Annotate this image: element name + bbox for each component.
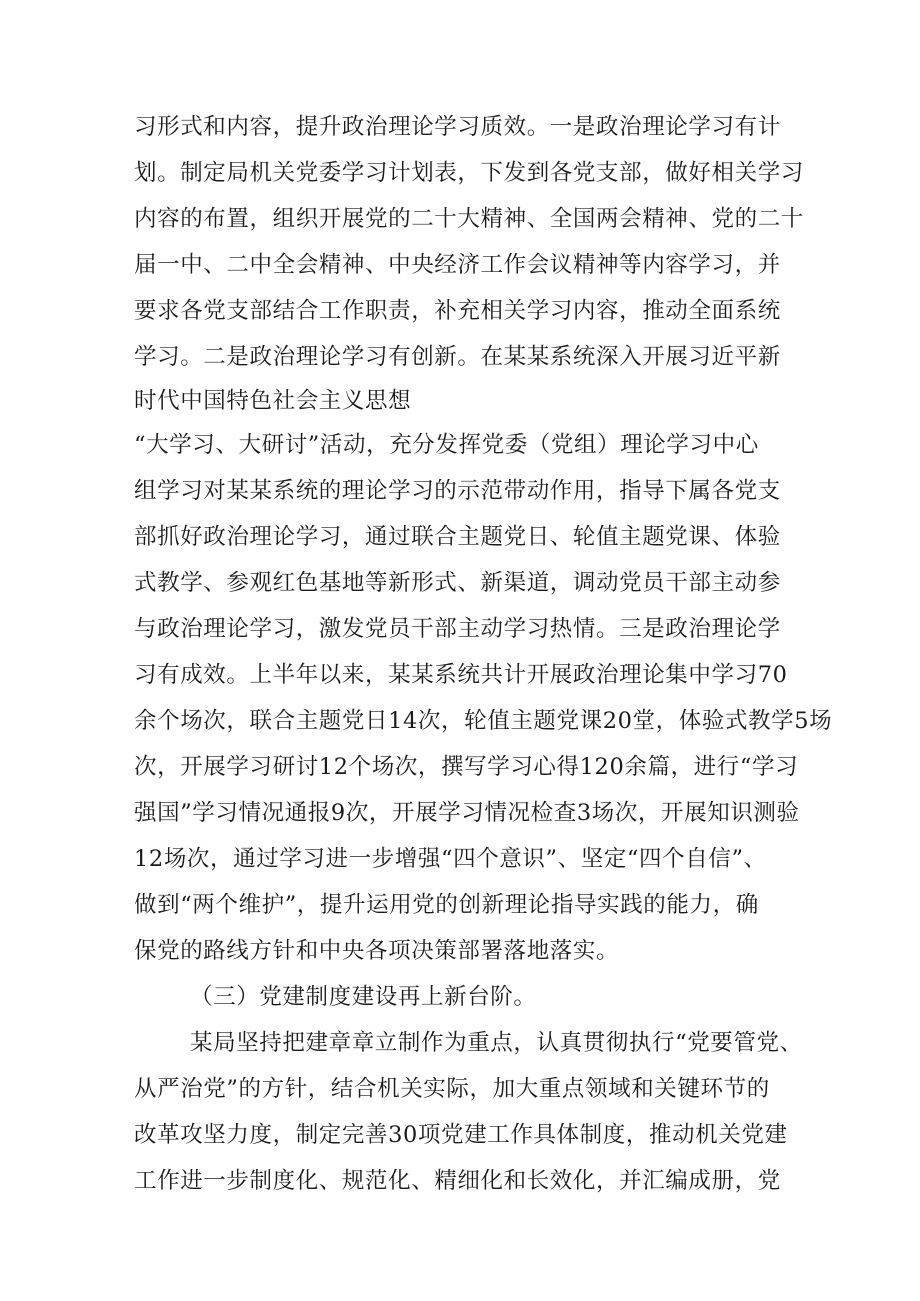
paragraph-line: 习有成效。上半年以来，某某系统共计开展政治理论集中学习70 [134,662,788,688]
paragraph-line: 强国”学习情况通报9次，开展学习情况检查3场次，开展知识测验 [134,800,800,826]
paragraph-line: 部抓好政治理论学习，通过联合主题党日、轮值主题党课、体验 [134,524,781,550]
paragraph-line: 习形式和内容，提升政治理论学习质效。一是政治理论学习有计 [134,114,781,140]
paragraph-line: 余个场次，联合主题党日14次，轮值主题党课20堂，体验式教学5场 [134,708,833,734]
paragraph-line: 届一中、二中全会精神、中央经济工作会议精神等内容学习，并 [134,252,781,278]
paragraph-line: “大学习、大研讨”活动，充分发挥党委（党组）理论学习中心 [134,432,759,458]
section-heading: （三）党建制度建设再上新台阶。 [190,984,537,1010]
paragraph-line: 划。制定局机关党委学习计划表，下发到各党支部，做好相关学习 [134,160,804,186]
paragraph-line: 改革攻坚力度，制定完善30项党建工作具体制度，推动机关党建 [134,1122,788,1148]
paragraph-line: 内容的布置，组织开展党的二十大精神、全国两会精神、党的二十 [134,206,804,232]
paragraph-line: 某局坚持把建章章立制作为重点，认真贯彻执行“党要管党、 [190,1030,803,1056]
paragraph-line: 要求各党支部结合工作职责，补充相关学习内容，推动全面系统 [134,298,781,324]
paragraph-line: 时代中国特色社会主义思想 [134,388,412,414]
paragraph-line: 组学习对某某系统的理论学习的示范带动作用，指导下属各党支 [134,478,781,504]
paragraph-line: 式教学、参观红色基地等新形式、新渠道，调动党员干部主动参 [134,570,781,596]
paragraph-line: 从严治党”的方针，结合机关实际，加大重点领域和关键环节的 [134,1076,770,1102]
paragraph-line: 保党的路线方针和中央各项决策部署落地落实。 [134,938,620,964]
paragraph-line: 与政治理论学习，激发党员干部主动学习热情。三是政治理论学 [134,616,781,642]
paragraph-line: 学习。二是政治理论学习有创新。在某某系统深入开展习近平新 [134,344,781,370]
paragraph-line: 次，开展学习研讨12个场次，撰写学习心得120余篇，进行“学习 [134,754,799,780]
paragraph-line: 做到“两个维护”，提升运用党的创新理论指导实践的能力，确 [134,892,759,918]
paragraph-line: 工作进一步制度化、规范化、精细化和长效化，并汇编成册，党 [134,1168,781,1194]
body-text [134,104,833,1204]
paragraph-line: 12场次，通过学习进一步增强“四个意识”、坚定“四个自信”、 [134,846,767,872]
